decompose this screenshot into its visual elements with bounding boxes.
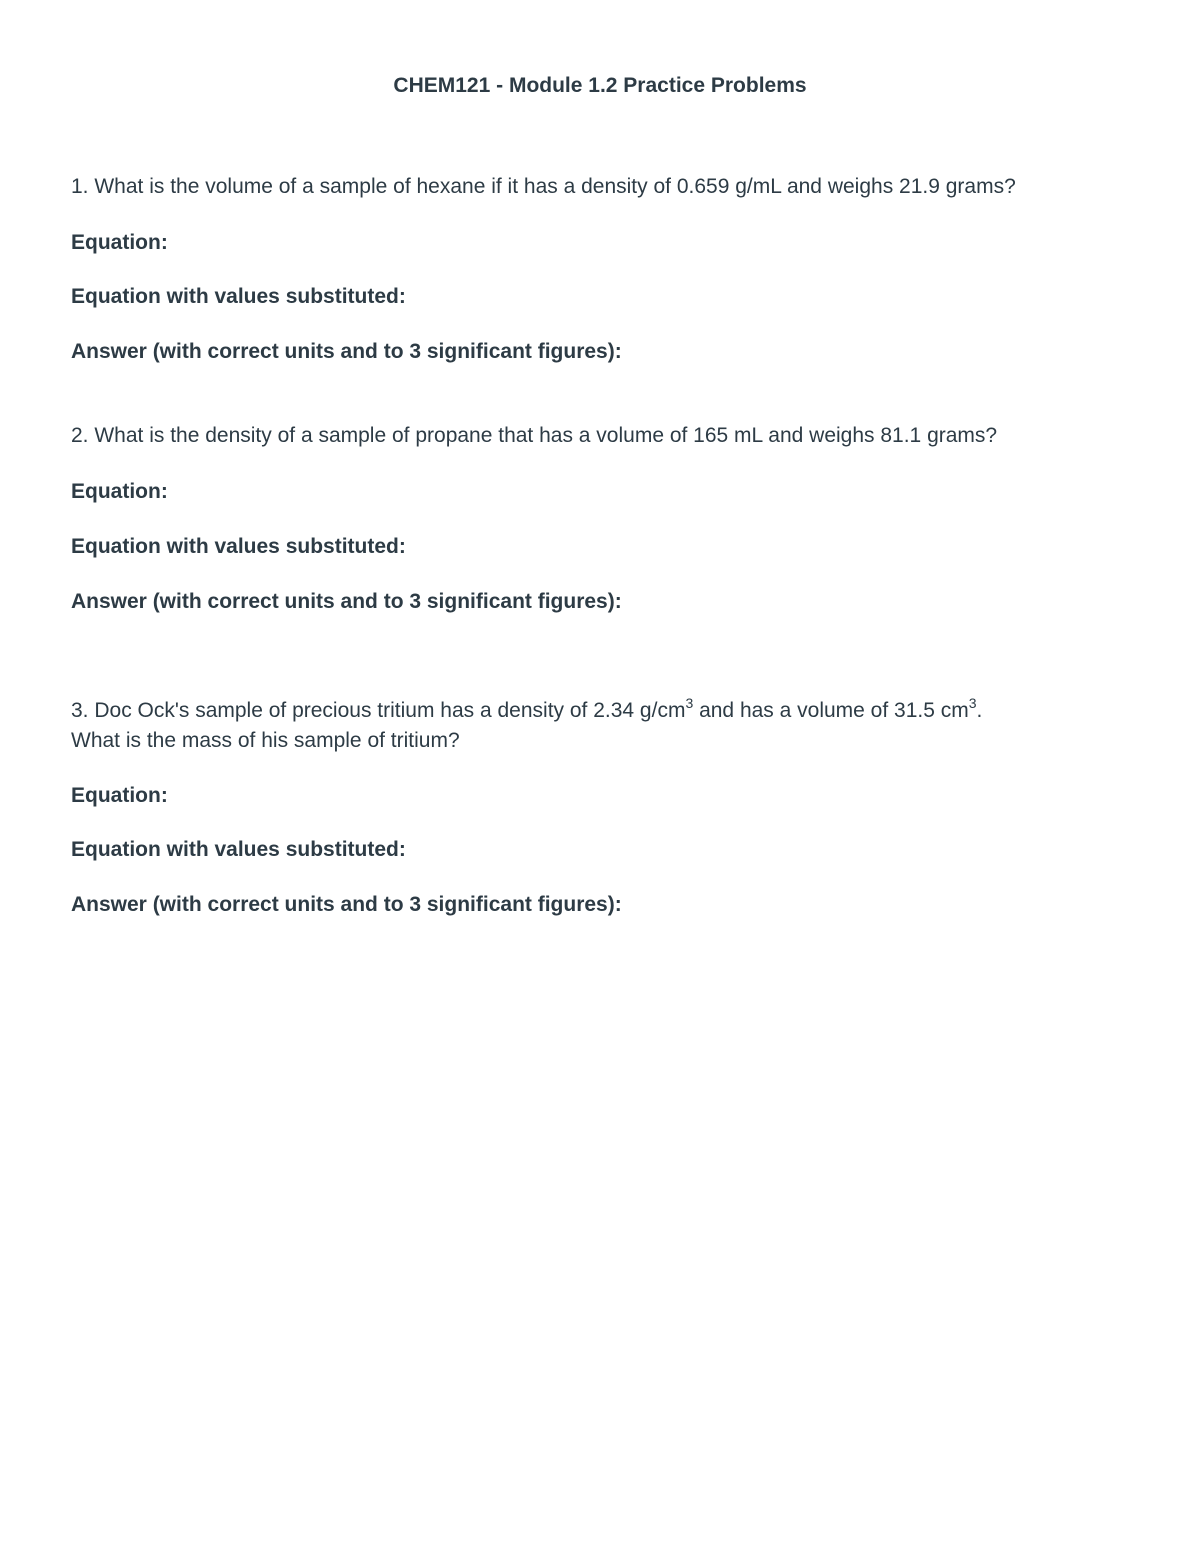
superscript-cubed: 3 [685,695,694,711]
question-1-substituted-label: Equation with values substituted: [71,285,406,308]
question-3-text-part3: . [976,699,983,722]
question-3-text [71,696,1161,756]
question-2-answer-label: Answer (with correct units and to 3 significant figures): [71,590,622,613]
question-3-answer-label: Answer (with correct units and to 3 significant figures): [71,893,622,916]
question-2-text: 2. What is the density of a sample of propane that has a volume of 165 mL and weighs 81.1 grams? [71,424,998,447]
superscript-cubed: 3 [968,695,977,711]
question-3-text-line2: What is the mass of his sample of tritium? [71,729,460,752]
question-1-answer-label: Answer (with correct units and to 3 significant figures): [71,340,622,363]
question-3-text-part2: and has a volume of 31.5 cm [693,699,969,722]
question-3-substituted-label: Equation with values substituted: [71,838,406,861]
question-2-equation-label: Equation: [71,480,168,503]
page-title: CHEM121 - Module 1.2 Practice Problems [393,74,807,97]
question-1-text: 1. What is the volume of a sample of hexane if it has a density of 0.659 g/mL and weighs 21.9 grams? [71,175,1016,198]
question-1-equation-label: Equation: [71,231,168,254]
question-2-substituted-label: Equation with values substituted: [71,535,406,558]
question-3-text-part1: 3. Doc Ock's sample of precious tritium has a density of 2.34 g/cm [71,699,686,722]
question-3-equation-label: Equation: [71,784,168,807]
